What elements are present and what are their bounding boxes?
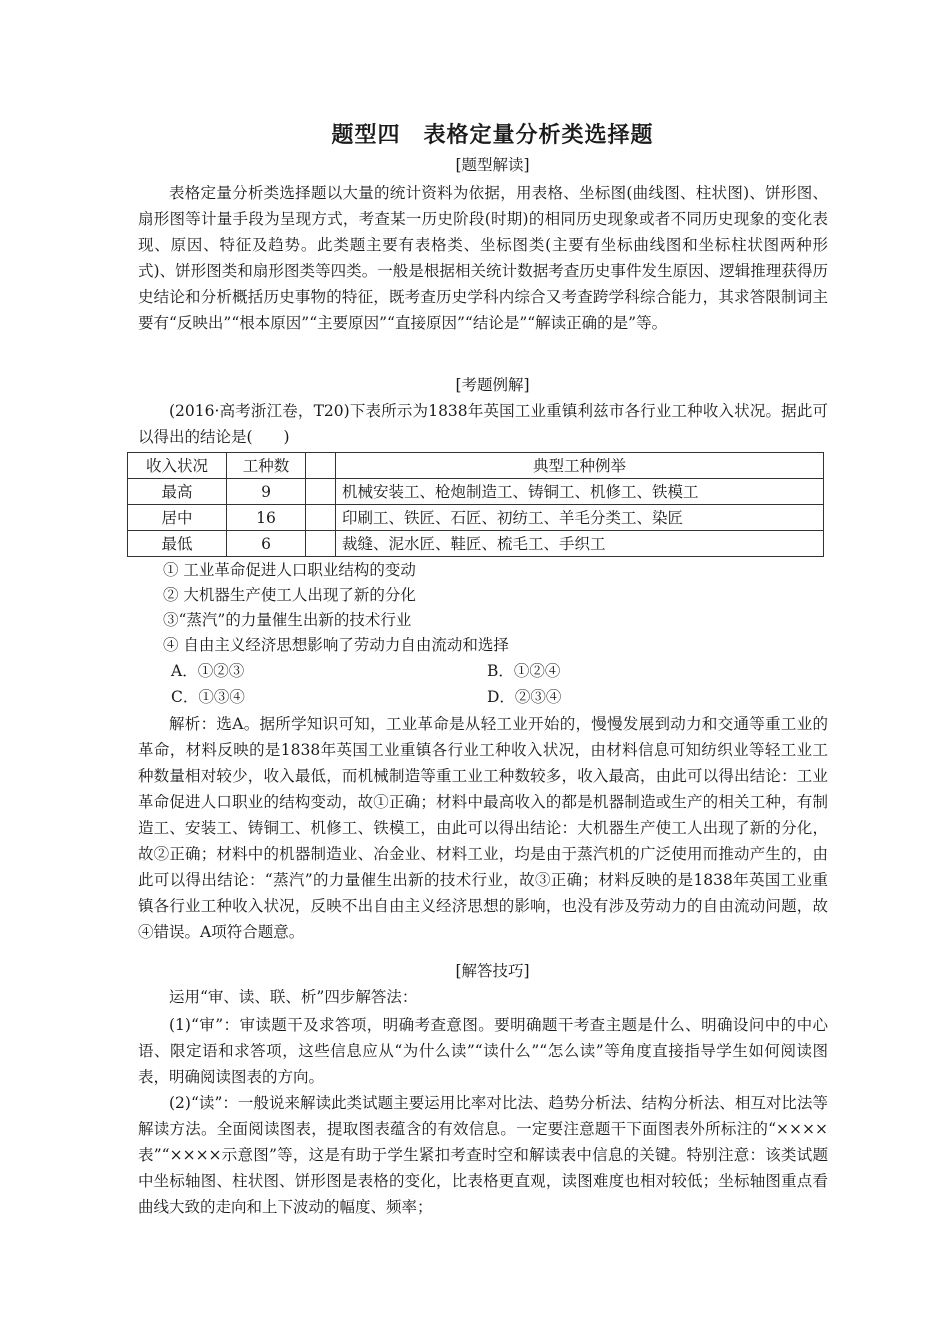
tips-section-label: [解答技巧] [455, 962, 530, 980]
option-c: C．①③④ [171, 688, 245, 706]
income-table [127, 452, 824, 557]
analysis-paragraph: 解析：选A。据所学知识可知，工业革命是从轻工业开始的，慢慢发展到动力和交通等重工业的革命，材料反映的是1838年英国工业重镇各行业工种收入状况，由材料信息可知纺织业等轻工业工种数量相对较少，收入最低，而机械制造等重工业工种数较多，收入最高，由此可以得出结论：工业革命促进人口职业的结构变动，故①正确；材料中最高收入的都是机器制造或生产的相关工种，有制造工、安装工、铸铜工、机修工、铁模工，由此可以得出结论：大机器生产使工人出现了新的分化，故②正确；材料中的机器制造业、冶金业、材料工业，均是由于蒸汽机的广泛使用而推动产生的，由此可以得出结论：“蒸汽”的力量催生出新的技术行业，故③正确；材料反映的是1838年英国工业重镇各行业工种收入状况，反映不出自由主义经济思想的影响，也没有涉及劳动力的自由流动问题，故④错误。A项符合题意。 [138, 715, 828, 941]
table-header-cell [306, 453, 336, 479]
table-row [128, 505, 824, 531]
table-header-cell: 收入状况 [128, 453, 227, 479]
statement-3: ③“蒸汽”的力量催生出新的技术行业 [163, 611, 412, 629]
intro-paragraph: 表格定量分析类选择题以大量的统计资料为依据，用表格、坐标图(曲线图、柱状图)、饼形图、扇形图等计量手段为呈现方式，考查某一历史阶段(时期)的相同历史现象或者不同历史现象的变化表现、原因、特征及趋势。此类题主要有表格类、坐标图类(主要有坐标曲线图和坐标柱状图两种形式)、饼形图类和扇形图类等四类。一般是根据相关统计数据考查历史事件发生原因、逻辑推理获得历史结论和分析概括历史事物的特征，既考查历史学科内综合又考查跨学科综合能力，其求答限制词主要有“反映出”“根本原因”“主要原因”“直接原因”“结论是”“解读正确的是”等。 [138, 184, 828, 332]
example-section-label: [考题例解] [455, 376, 530, 394]
tip-2: (2)“读”：一般说来解读此类试题主要运用比率对比法、趋势分析法、结构分析法、相互对比法等解读方法。全面阅读图表，提取图表蕴含的有效信息。一定要注意题干下面图表外所标注的“××××表”“××××示意图”等，这是有助于学生紧扣考查时空和解读表中信息的关键。特别注意：该类试题中坐标轴图、柱状图、饼形图是表格的变化，比表格更直观，读图难度也相对较低；坐标轴图重点看曲线大致的走向和上下波动的幅度、频率； [138, 1094, 828, 1216]
page-title: 题型四 表格定量分析类选择题 [331, 123, 654, 148]
statement-2: ② 大机器生产使工人出现了新的分化 [163, 586, 416, 604]
table-cell: 印刷工、铁匠、石匠、初纺工、羊毛分类工、染匠 [336, 505, 824, 531]
statement-4: ④ 自由主义经济思想影响了劳动力自由流动和选择 [163, 636, 509, 654]
table-cell [306, 531, 336, 557]
table-header-cell: 典型工种例举 [336, 453, 824, 479]
table-row [128, 479, 824, 505]
option-b: B．①②④ [487, 662, 561, 680]
tip-1: (1)“审”：审读题干及求答项，明确考查意图。要明确题干考查主题是什么、明确设问中的中心语、限定语和求答项，这些信息应从“为什么读”“读什么”“怎么读”等角度直接指导学生如何阅读图表，明确阅读图表的方向。 [138, 1016, 828, 1086]
table-header-cell: 工种数 [227, 453, 306, 479]
table-row [128, 531, 824, 557]
question-text: (2016·高考浙江卷，T20)下表所示为1838年英国工业重镇利兹市各行业工种收入状况。据此可以得出的结论是( ) [138, 402, 828, 446]
table-cell: 机械安装工、枪炮制造工、铸铜工、机修工、铁模工 [336, 479, 824, 505]
table-cell [306, 505, 336, 531]
table-cell [306, 479, 336, 505]
statement-1: ① 工业革命促进人口职业结构的变动 [163, 561, 416, 579]
table-header-row [128, 453, 824, 479]
intro-section-label: [题型解读] [455, 156, 530, 174]
option-a: A．①②③ [171, 662, 245, 680]
table-cell: 最高 [128, 479, 227, 505]
table-cell: 居中 [128, 505, 227, 531]
table-cell: 6 [227, 531, 306, 557]
table-cell: 裁缝、泥水匠、鞋匠、梳毛工、手织工 [336, 531, 824, 557]
table-cell: 9 [227, 479, 306, 505]
option-d: D．②③④ [487, 688, 562, 706]
table-cell: 16 [227, 505, 306, 531]
table-cell: 最低 [128, 531, 227, 557]
tips-intro: 运用“审、读、联、析”四步解答法： [169, 988, 418, 1006]
